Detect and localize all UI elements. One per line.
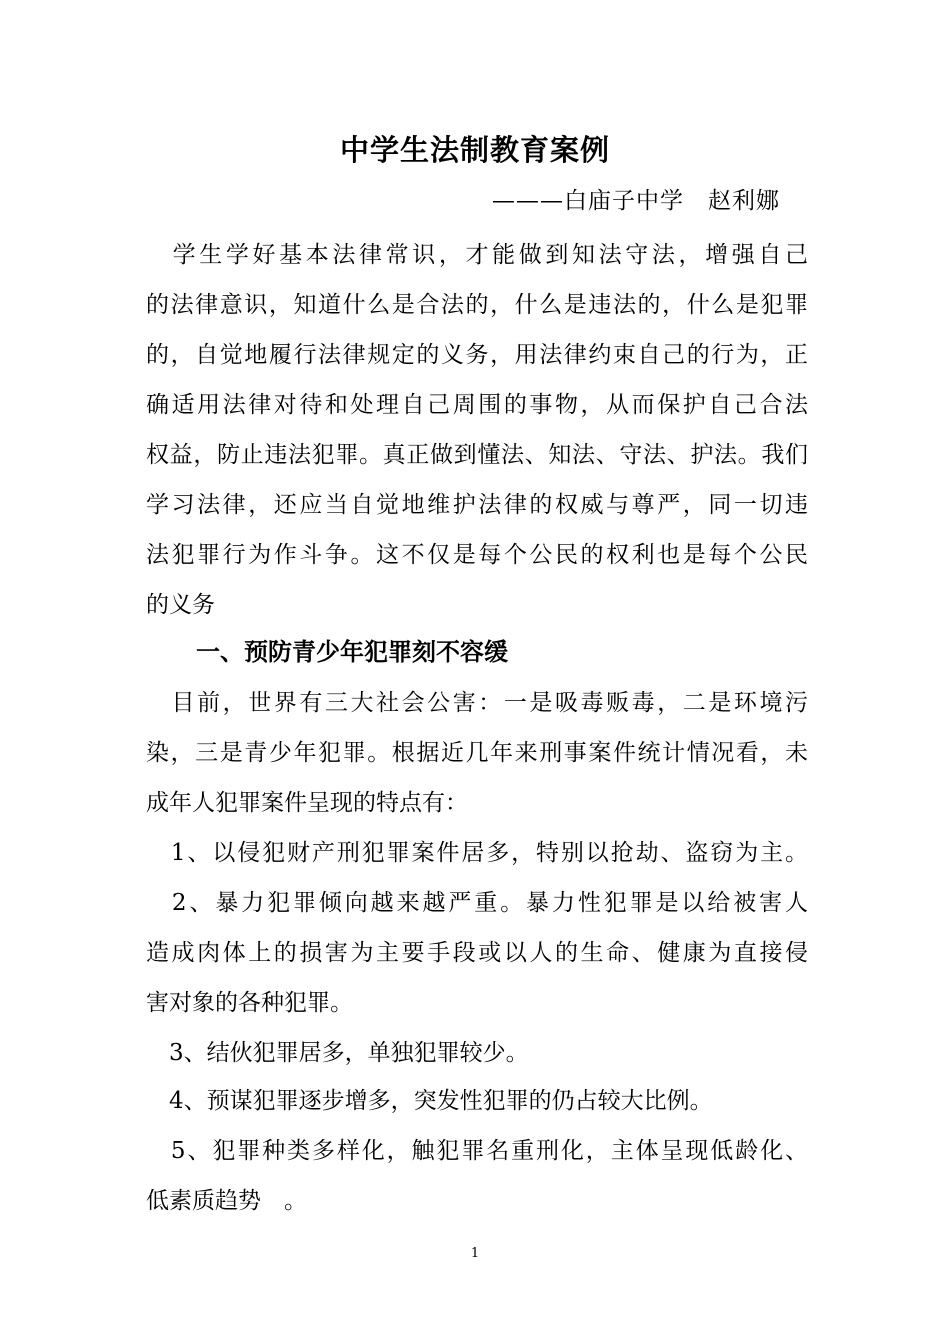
list-item: 1、以侵犯财产刑犯罪案件居多，特别以抢劫、盗窃为主。 xyxy=(146,840,808,866)
paragraph-line: 成年人犯罪案件呈现的特点有： xyxy=(146,790,468,816)
list-item: 4、预谋犯罪逐步增多，突发性犯罪的仍占较大比例。 xyxy=(146,1088,713,1114)
paragraph-line: 学生学好基本法律常识，才能做到知法守法，增强自己 xyxy=(146,242,808,268)
paragraph-line: 的法律意识，知道什么是合法的，什么是违法的，什么是犯罪 xyxy=(146,292,808,318)
page-number: 1 xyxy=(470,1246,480,1261)
paragraph-line: 的义务 xyxy=(146,592,215,618)
paragraph-line: 学习法律，还应当自觉地维护法律的权威与尊严，同一切违 xyxy=(146,492,808,518)
paragraph-line: 权益，防止违法犯罪。真正做到懂法、知法、守法、护法。我们 xyxy=(146,442,808,468)
paragraph-line: 低素质趋势 。 xyxy=(146,1188,307,1214)
page-title: 中学生法制教育案例 xyxy=(339,133,610,167)
section-heading: 一、预防青少年犯罪刻不容缓 xyxy=(196,638,508,666)
paragraph-line: 法犯罪行为作斗争。这不仅是每个公民的权利也是每个公民 xyxy=(146,542,808,568)
list-item: 5、犯罪种类多样化，触犯罪名重刑化，主体呈现低龄化、 xyxy=(146,1138,808,1164)
list-item: 2、暴力犯罪倾向越来越严重。暴力性犯罪是以给被害人 xyxy=(146,890,808,916)
paragraph-line: 造成肉体上的损害为主要手段或以人的生命、健康为直接侵 xyxy=(146,940,808,966)
author-byline: ———白庙子中学 赵利娜 xyxy=(492,188,780,214)
paragraph-line: 害对象的各种犯罪。 xyxy=(146,990,353,1016)
list-item: 3、结伙犯罪居多，单独犯罪较少。 xyxy=(146,1040,529,1066)
paragraph-line: 确适用法律对待和处理自己周围的事物，从而保护自己合法 xyxy=(146,392,808,418)
paragraph-line: 的，自觉地履行法律规定的义务，用法律约束自己的行为，正 xyxy=(146,342,808,368)
paragraph-line: 目前，世界有三大社会公害：一是吸毒贩毒，二是环境污 xyxy=(146,690,808,716)
paragraph-line: 染，三是青少年犯罪。根据近几年来刑事案件统计情况看，未 xyxy=(146,740,808,766)
